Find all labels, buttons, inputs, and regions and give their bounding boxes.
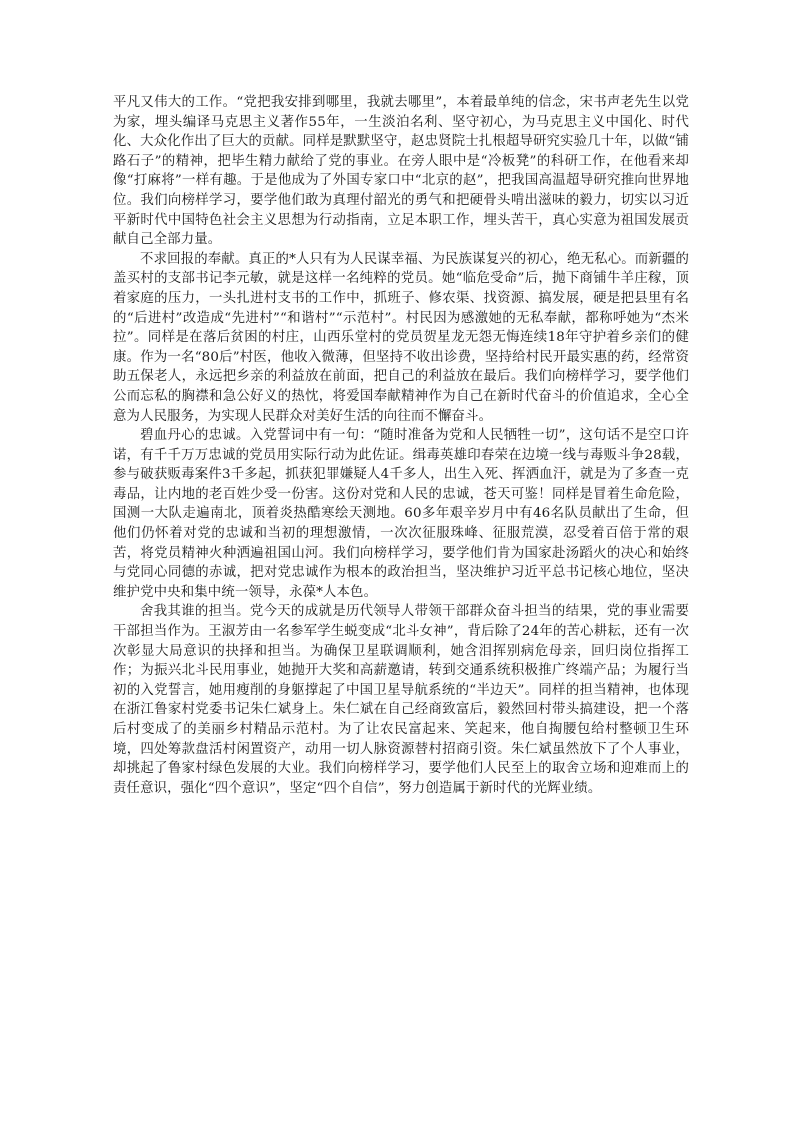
paragraph-devotion: 不求回报的奉献。真正的*人只有为人民谋幸福、为民族谋复兴的初心，绝无私心。而新疆的盖买村的支部书记李元敏，就是这样一名纯粹的党员。她“临危受命”后，抛下商铺牛羊庄稼，顶着家庭的压力，一头扎进村支书的工作中，抓班子、修农渠、找资源、搞发展，硬是把县里有名的“后进村”改造成“先进村”“和谐村”“示范村”。村民因为感激她的无私奉献，都称呼她为“杰米拉”。同样是在落后贫困的村庄，山西乐堂村的党员贺星龙无怨无悔连续18年守护着乡亲们的健康。作为一名“80后”村医，他收入微薄，但坚持不收出诊费，坚持给村民开最实惠的药，经常资助五保老人，永远把乡亲的利益放在前面，把自己的利益放在最后。我们向榜样学习，要学他们公而忘私的胸襟和急公好义的热忱，将爱国奉献精神作为自己在新时代奋斗的价值追求，全心全意为人民服务，为实现人民群众对美好生活的向往而不懈奋斗。	[113, 251, 689, 424]
paragraph-loyalty: 碧血丹心的忠诚。入党誓词中有一句：“随时准备为党和人民牺牲一切”，这句话不是空口许诺，有千千万万忠诚的党员用实际行动为此佐证。缉毒英雄印春荣在边境一线与毒贩斗争28载，参与破获贩毒案件3千多起，抓获犯罪嫌疑人4千多人，出生入死、挥洒血汗，就是为了多查一克毒品，让内地的老百姓少受一份害。这份对党和人民的忠诚，苍天可鉴！同样是冒着生命危险，国测一大队走遍南北，顶着炎热酷寒绘天测地。60多年艰辛岁月中有46名队员献出了生命，但他们仍怀着对党的忠诚和当初的理想激情，一次次征服珠峰、征服荒漠，忍受着百倍于常的艰苦，将党员精神火种洒遍祖国山河。我们向榜样学习，要学他们肯为国家赴汤蹈火的决心和始终与党同心同德的赤诚，把对党忠诚作为根本的政治担当，坚决维护习近平总书记核心地位，坚决维护党中央和集中统一领导，永葆*人本色。	[113, 428, 689, 600]
paragraph-responsibility: 舍我其谁的担当。党今天的成就是历代领导人带领干部群众奋斗担当的结果，党的事业需要干部担当作为。王淑芳由一名参军学生蜕变成“北斗女神”，背后除了24年的苦心耕耘，还有一次次彰显大局意识的抉择和担当。为确保卫星联调顺利，她含泪挥别病危母亲，回归岗位指挥工作；为振兴北斗民用事业，她抛开大奖和高薪邀请，转到交通系统积极推广终端产品；为履行当初的入党誓言，她用瘦削的身躯撑起了中国卫星导航系统的“半边天”。同样的担当精神，也体现在浙江鲁家村党委书记朱仁斌身上。朱仁斌在自己经商致富后，毅然回村带头搞建设，把一个落后村变成了的美丽乡村精品示范村。为了让农民富起来、笑起来，他自掏腰包给村整顿卫生环境，四处筹款盘活村闲置资产，动用一切人脉资源替村招商引资。朱仁斌虽然放下了个人事业，却挑起了鲁家村绿色发展的大业。我们向榜样学习，要学他们人民至上的取舍立场和迎难而上的责任意识，强化“四个意识”，坚定“四个自信”，努力创造属于新时代的光辉业绩。	[113, 604, 689, 796]
document-page	[113, 93, 689, 798]
paragraph-dedication: 平凡又伟大的工作。“党把我安排到哪里，我就去哪里”，本着最单纯的信念，宋书声老先生以党为家，埋头编译马克思主义著作55年，一生淡泊名利、坚守初心，为马克思主义中国化、时代化、大众化作出了巨大的贡献。同样是默默坚守，赵忠贤院士扎根超导研究实验几十年，以做“铺路石子”的精神，把毕生精力献给了党的事业。在旁人眼中是“冷板凳”的科研工作，在他看来却像“打麻将”一样有趣。于是他成为了外国专家口中“北京的赵”，把我国高温超导研究推向世界地位。我们向榜样学习，要学他们敢为真理付韶光的勇气和把硬骨头啃出滋味的毅力，切实以习近平新时代中国特色社会主义思想为行动指南，立足本职工作，埋头苦干，真心实意为祖国发展贡献自己全部力量。	[113, 95, 689, 248]
